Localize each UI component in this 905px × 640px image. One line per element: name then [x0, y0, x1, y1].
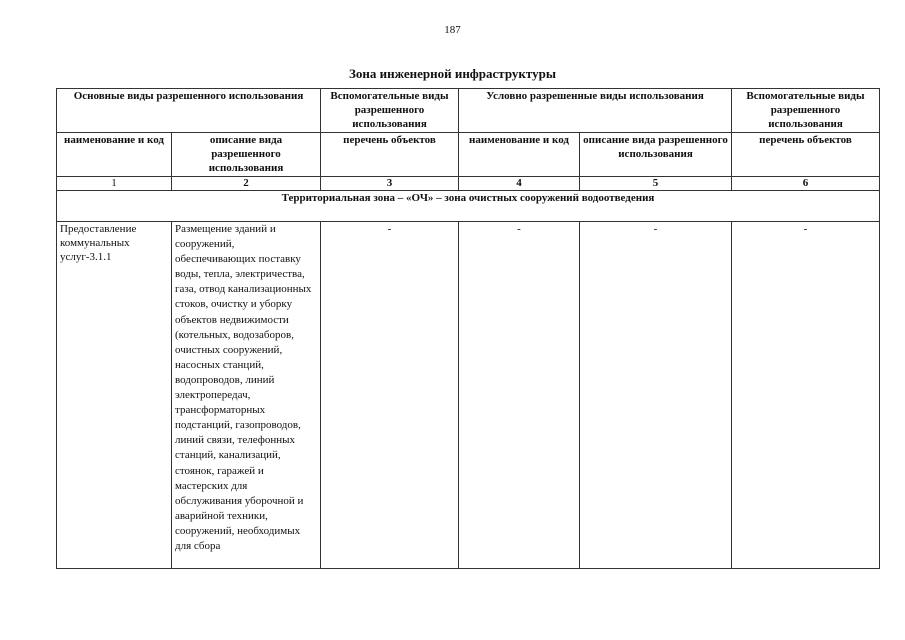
conditional-name-code-cell: -: [459, 222, 580, 569]
conditional-objects-list-cell: -: [732, 222, 880, 569]
table-row: [57, 222, 880, 569]
header-row-columns: [57, 133, 880, 177]
column-number: 1: [57, 177, 172, 191]
column-number-row: [57, 177, 880, 191]
column-number: 5: [580, 177, 732, 191]
zoning-table: [56, 88, 880, 569]
column-number: 4: [459, 177, 580, 191]
zone-title: Территориальная зона – «ОЧ» – зона очистных сооружений водоотведения: [57, 191, 880, 222]
header-description: описание вида разрешенного использования: [172, 133, 321, 177]
page-number: 187: [444, 24, 461, 36]
header-name-code-conditional: наименование и код: [459, 133, 580, 177]
conditional-description-cell: -: [580, 222, 732, 569]
header-row-groups: [57, 89, 880, 133]
column-number: 6: [732, 177, 880, 191]
column-number: 3: [321, 177, 459, 191]
header-description-conditional: описание вида разрешенного использования: [580, 133, 732, 177]
use-description: Размещение зданий и сооружений, обеспечивающих поставку воды, тепла, электричества, газа, отвод канализационных стоков, очистку и уборку объектов недвижимости (котельных, водозаборов, очистных сооружений, насосных станций, водопроводов, линий электропередач, трансформаторных подстанций, газопроводов, линий связи, телефонных станций, канализаций, стоянок, гаражей и мастерских для обслуживания уборочной и аварийной техники, сооружений, необходимых для сбора: [172, 222, 321, 569]
objects-list-cell: -: [321, 222, 459, 569]
header-objects-list: перечень объектов: [321, 133, 459, 177]
header-aux-uses: Вспомогательные виды разрешенного использования: [321, 89, 459, 133]
use-name-code: Предоставление коммунальных услуг-3.1.1: [57, 222, 172, 569]
header-conditional-uses: Условно разрешенные виды использования: [459, 89, 732, 133]
header-name-code: наименование и код: [57, 133, 172, 177]
header-objects-list-conditional: перечень объектов: [732, 133, 880, 177]
zone-title-row: [57, 191, 880, 222]
document-title: Зона инженерной инфраструктуры: [349, 66, 556, 81]
header-main-uses: Основные виды разрешенного использования: [57, 89, 321, 133]
header-aux-uses-conditional: Вспомогательные виды разрешенного использования: [732, 89, 880, 133]
column-number: 2: [172, 177, 321, 191]
